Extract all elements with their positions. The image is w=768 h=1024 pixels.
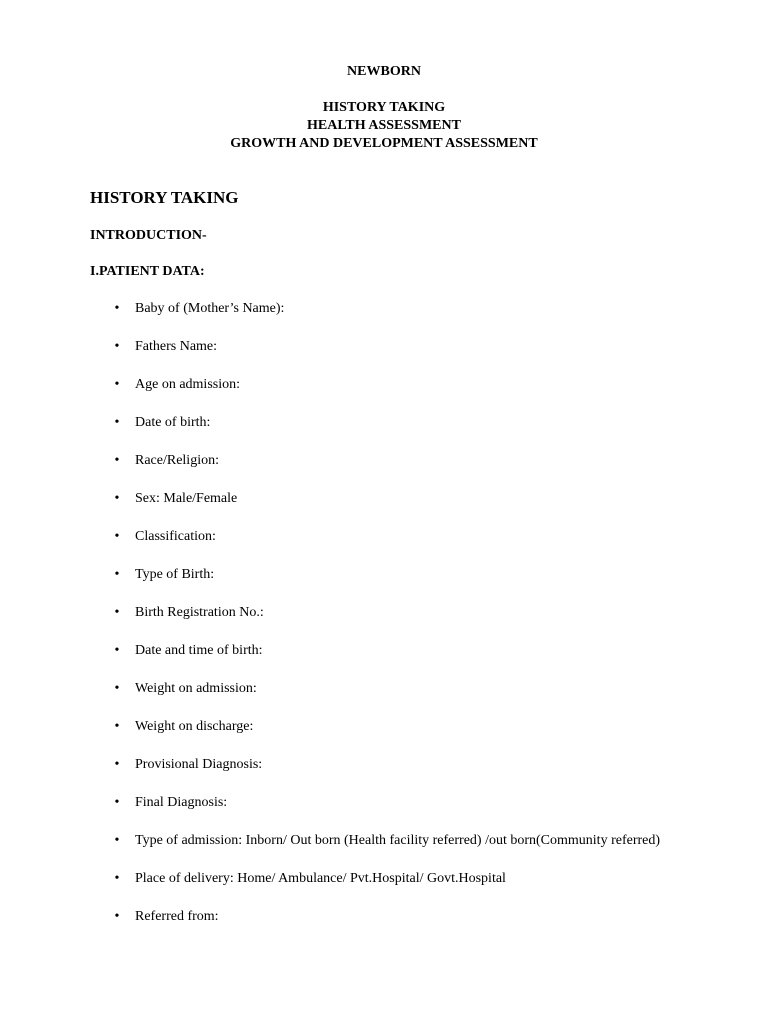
list-item — [0, 489, 768, 527]
bullet-icon: • — [114, 833, 120, 848]
list-item — [0, 641, 768, 679]
bullet-icon: • — [114, 871, 120, 886]
bullet-icon: • — [114, 719, 120, 734]
field-label: Type of Birth: — [135, 567, 215, 582]
field-label: Birth Registration No.: — [135, 605, 264, 620]
patient-data-list — [0, 299, 768, 945]
bullet-icon: • — [114, 681, 120, 696]
list-item — [0, 451, 768, 489]
bullet-icon: • — [114, 453, 120, 468]
list-item — [0, 337, 768, 375]
field-label: Date of birth: — [135, 415, 211, 430]
bullet-icon: • — [114, 909, 120, 924]
field-label: Age on admission: — [135, 377, 240, 392]
list-item — [0, 413, 768, 451]
list-item — [0, 907, 768, 945]
document-title: NEWBORN — [347, 64, 421, 79]
field-label: Provisional Diagnosis: — [135, 757, 263, 772]
list-item — [0, 565, 768, 603]
section-heading-history-taking: HISTORY TAKING — [90, 188, 239, 207]
list-item — [0, 717, 768, 755]
bullet-icon: • — [114, 605, 120, 620]
subtitle-health-assessment: HEALTH ASSESSMENT — [307, 118, 461, 133]
field-label: Place of delivery: Home/ Ambulance/ Pvt.Hospital/ Govt.Hospital — [135, 871, 506, 886]
field-label: Baby of (Mother’s Name): — [135, 301, 285, 316]
field-label: Classification: — [135, 529, 216, 544]
list-item — [0, 375, 768, 413]
field-label: Race/Religion: — [135, 453, 219, 468]
list-item — [0, 793, 768, 831]
field-label: Type of admission: Inborn/ Out born (Health facility referred) /out born(Community referred) — [135, 833, 661, 848]
field-label: Weight on admission: — [135, 681, 257, 696]
bullet-icon: • — [114, 529, 120, 544]
subtitle-growth-development: GROWTH AND DEVELOPMENT ASSESSMENT — [230, 136, 538, 151]
bullet-icon: • — [114, 491, 120, 506]
bullet-icon: • — [114, 795, 120, 810]
field-label: Final Diagnosis: — [135, 795, 228, 810]
bullet-icon: • — [114, 415, 120, 430]
list-item — [0, 755, 768, 793]
list-item — [0, 831, 768, 869]
bullet-icon: • — [114, 377, 120, 392]
subtitle-history-taking: HISTORY TAKING — [322, 100, 446, 115]
bullet-icon: • — [114, 339, 120, 354]
bullet-icon: • — [114, 567, 120, 582]
patient-data-heading: I.PATIENT DATA: — [90, 264, 205, 279]
list-item — [0, 527, 768, 565]
list-item — [0, 299, 768, 337]
bullet-icon: • — [114, 757, 120, 772]
list-item — [0, 869, 768, 907]
field-label: Referred from: — [135, 909, 219, 924]
list-item — [0, 679, 768, 717]
bullet-icon: • — [114, 643, 120, 658]
introduction-heading: INTRODUCTION- — [90, 228, 207, 243]
bullet-icon: • — [114, 301, 120, 316]
list-item — [0, 603, 768, 641]
field-label: Sex: Male/Female — [135, 491, 238, 506]
field-label: Weight on discharge: — [135, 719, 254, 734]
field-label: Date and time of birth: — [135, 643, 263, 658]
field-label: Fathers Name: — [135, 339, 218, 354]
document-subtitles — [0, 99, 768, 153]
